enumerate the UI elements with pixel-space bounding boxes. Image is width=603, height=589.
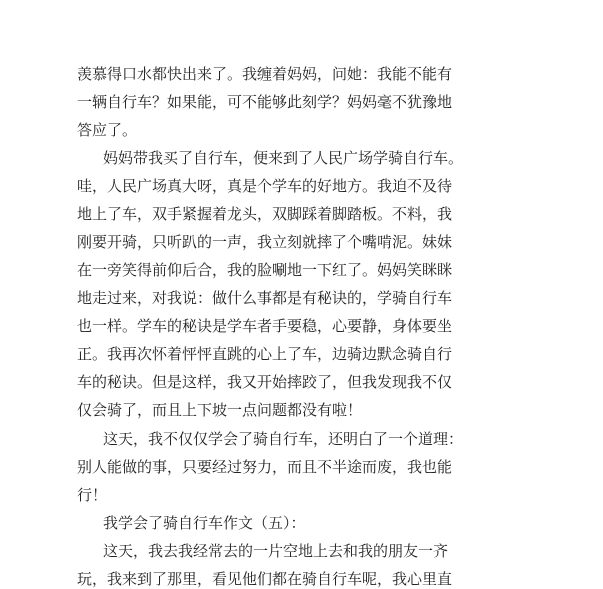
text-line-3: 答应了。 — [77, 121, 138, 139]
text-line-18: 这天，我去我经常去的一片空地上去和我的朋友一齐 — [103, 542, 449, 560]
text-line-12: 车的秘诀。但是这样，我又开始摔跤了，但我发现我不仅 — [77, 373, 453, 391]
text-line-2: 一辆自行车？如果能，可不能够此刻学？妈妈毫不犹豫地 — [77, 93, 453, 111]
text-line-6: 地上了车，双手紧握着龙头，双脚踩着脚踏板。不料，我 — [77, 205, 453, 223]
text-line-5: 哇，人民广场真大呀，真是个学车的好地方。我迫不及待 — [77, 177, 453, 195]
text-line-17: 我学会了骑自行车作文（五）： — [103, 514, 306, 532]
text-line-8: 在一旁笑得前仰后合，我的脸唰地一下红了。妈妈笑眯眯 — [77, 261, 453, 279]
text-line-10: 也一样。学车的秘诀是学车者手要稳，心要静，身体要坐 — [77, 317, 453, 335]
text-line-16: 行！ — [77, 486, 108, 504]
text-line-19: 玩，我来到了那里，看见他们都在骑自行车呢，我心里直 — [77, 570, 453, 588]
text-line-1: 羡慕得口水都快出来了。我缠着妈妈，问她：我能不能有 — [77, 65, 453, 83]
text-line-13: 仅会骑了，而且上下坡一点问题都没有啦！ — [77, 401, 363, 419]
text-line-9: 地走过来，对我说：做什么事都是有秘诀的，学骑自行车 — [77, 289, 453, 307]
text-line-7: 刚要开骑，只听趴的一声，我立刻就摔了个嘴啃泥。妹妹 — [77, 233, 453, 251]
text-line-14: 这天，我不仅仅学会了骑自行车，还明白了一个道理： — [103, 430, 464, 448]
text-line-11: 正。我再次怀着怦怦直跳的心上了车，边骑边默念骑自行 — [77, 345, 453, 363]
text-line-15: 别人能做的事，只要经过努力，而且不半途而废，我也能 — [77, 458, 453, 476]
text-line-4: 妈妈带我买了自行车，便来到了人民广场学骑自行车。 — [103, 149, 464, 167]
